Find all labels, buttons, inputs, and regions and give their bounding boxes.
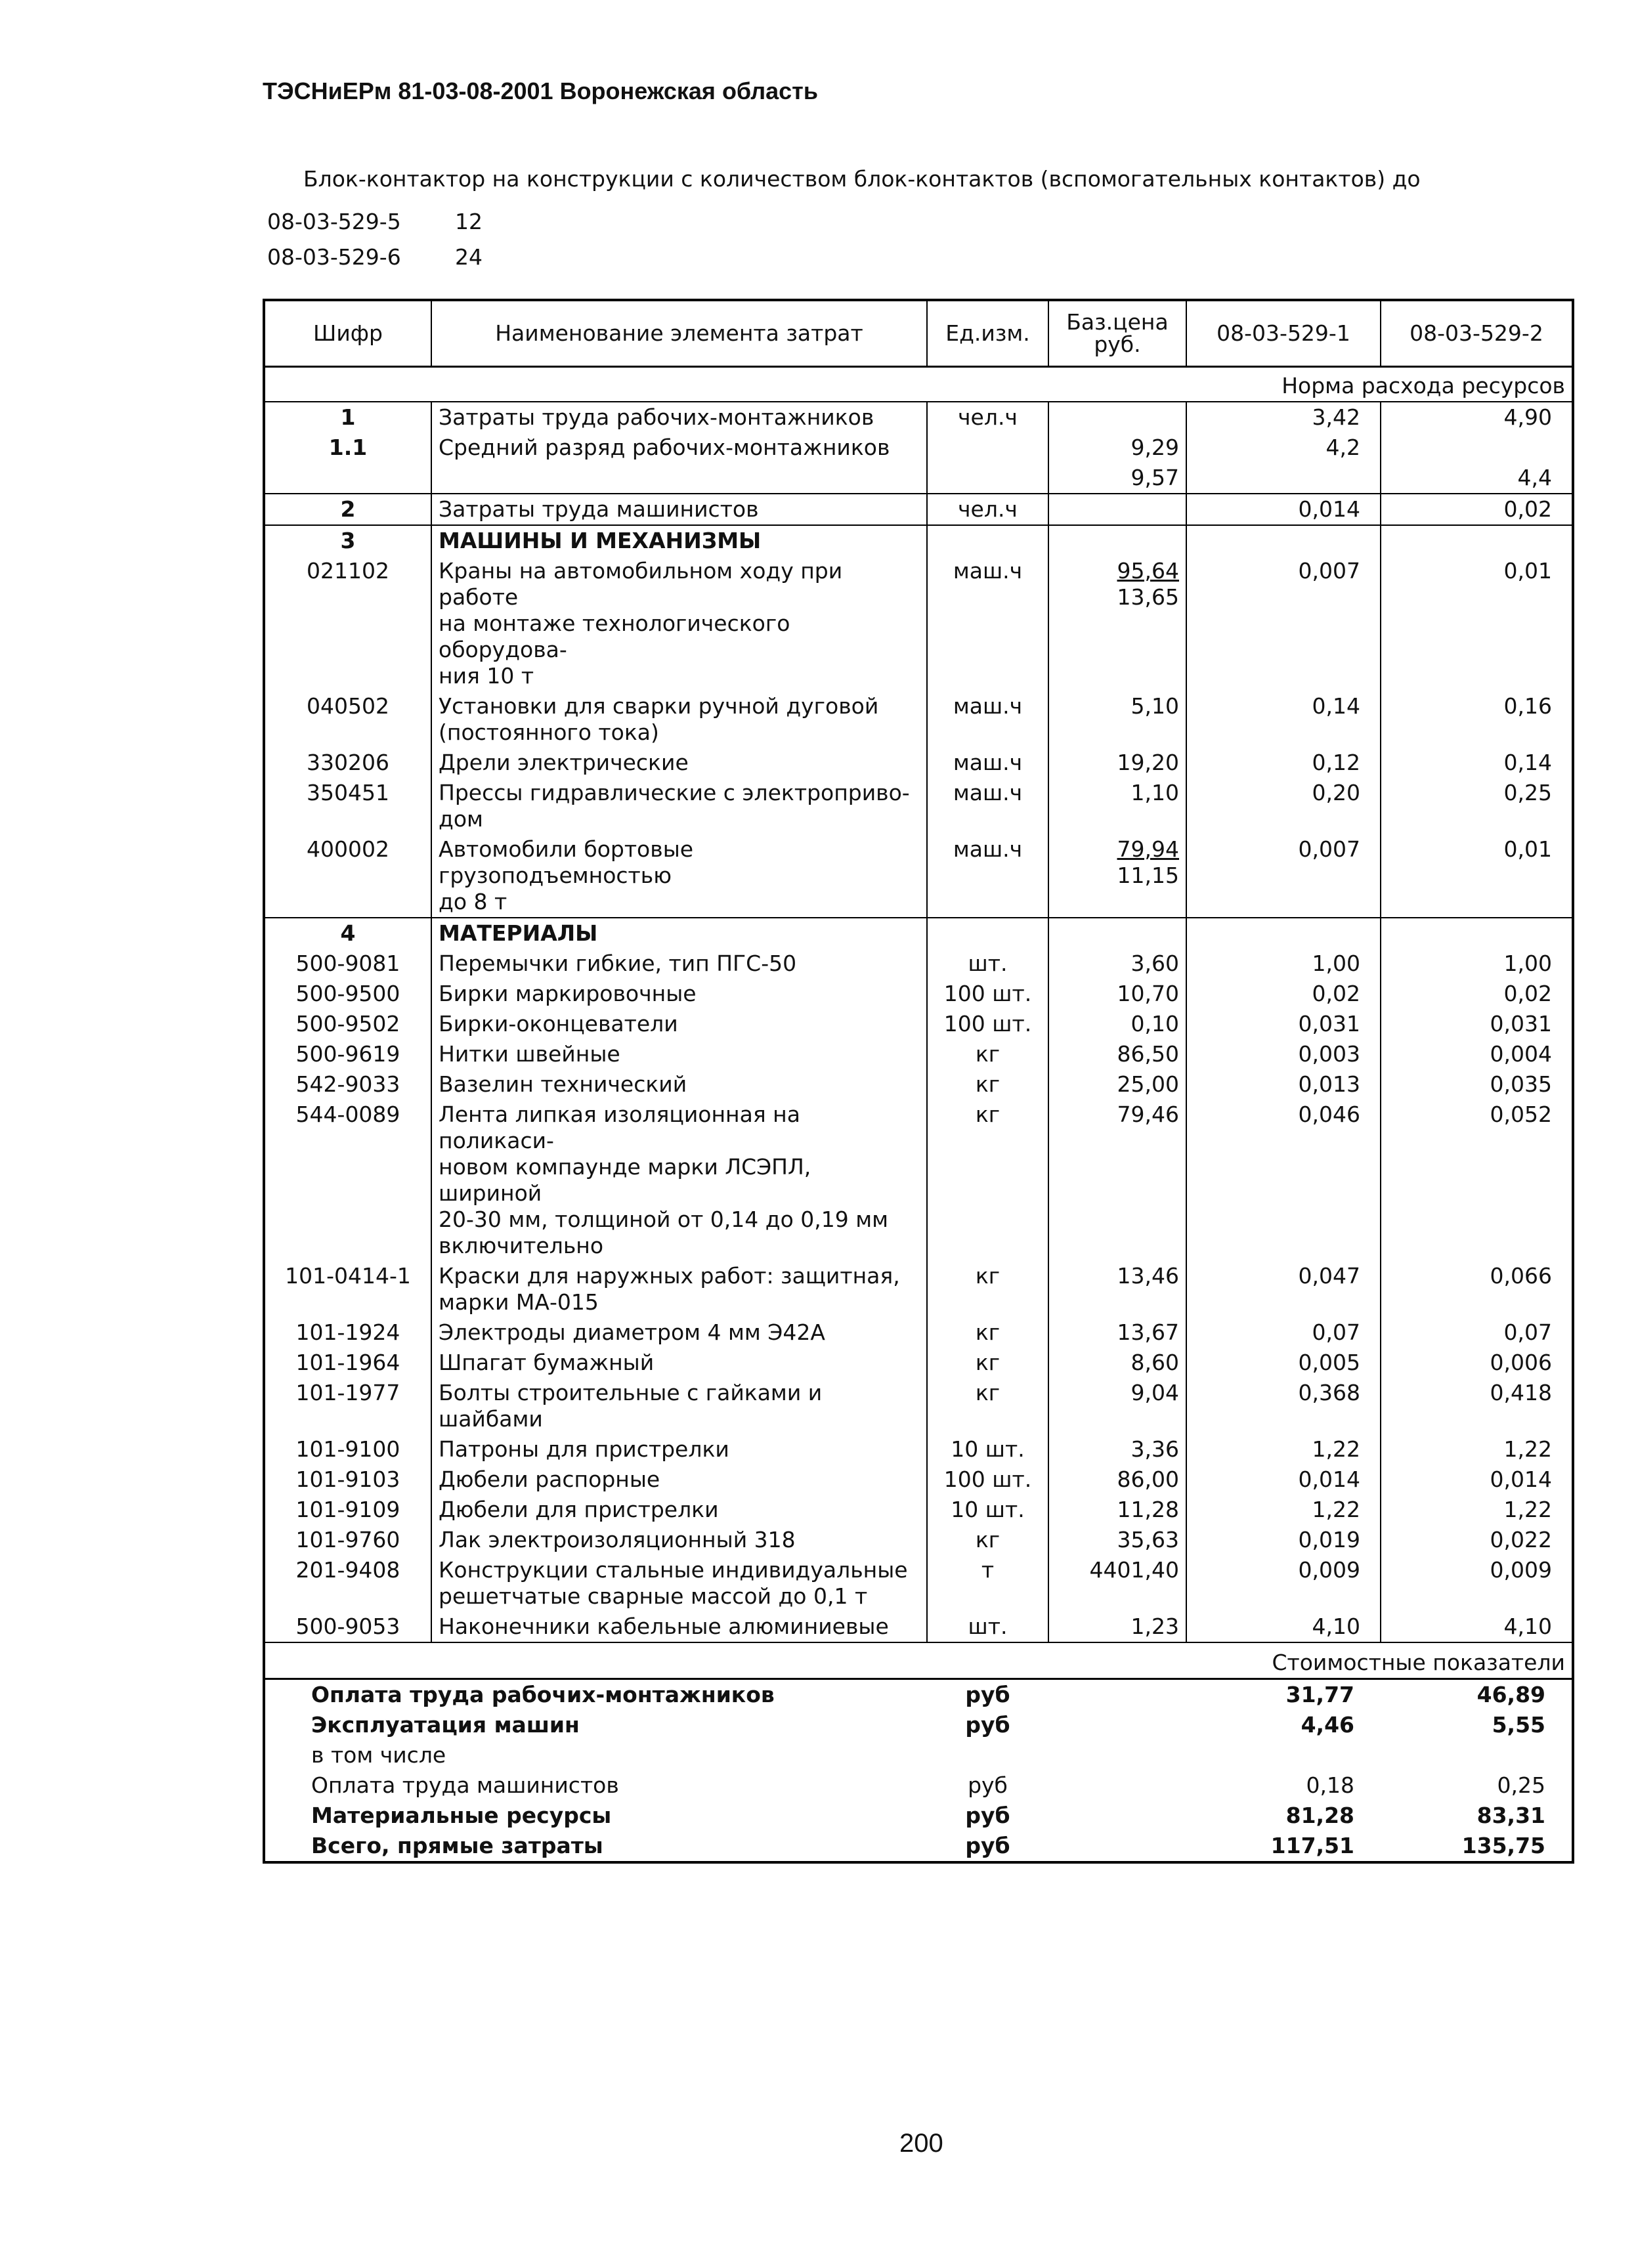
- row-name: [431, 1525, 927, 1555]
- cost-unit: руб: [968, 1772, 1008, 1798]
- row-name-line: до 8 т: [439, 889, 507, 914]
- row-code: 350451: [307, 780, 389, 805]
- row-price: 10,70: [1048, 979, 1186, 1009]
- row-price-value: 95,64: [1117, 558, 1179, 584]
- resource-table: [263, 299, 1574, 1864]
- row-value-col1: 0,005: [1186, 1348, 1381, 1378]
- section-intro: Блок-контактор на конструкции с количеством блок-контактов (вспомогательных контактов) до: [303, 166, 1421, 192]
- cost-value-col2: 46,89: [1476, 1682, 1545, 1707]
- row-name: [431, 834, 927, 918]
- header-col2: 08-03-529-2: [1381, 300, 1573, 367]
- cost-value-col1: 4,46: [1301, 1712, 1354, 1738]
- row-unit: т: [927, 1555, 1048, 1612]
- row-price: 4401,40: [1048, 1555, 1186, 1612]
- row-value-col2: 1,22: [1381, 1495, 1573, 1525]
- row-name-line: Дюбели для пристрелки: [439, 1497, 719, 1522]
- row-name-line: Лента липкая изоляционная на поликаси-: [439, 1102, 800, 1153]
- cost-label: Оплата труда рабочих-монтажников: [311, 1682, 775, 1707]
- row-value-col2: 0,031: [1381, 1009, 1573, 1039]
- row-name-line: на монтаже технологического оборудова-: [439, 610, 790, 662]
- cost-unit: руб: [965, 1712, 1010, 1738]
- row-name: [431, 1348, 927, 1378]
- row-value-col1: 3,42: [1186, 402, 1381, 433]
- row-value-col2: 4,90: [1381, 402, 1573, 433]
- row-value-col2: 0,022: [1381, 1525, 1573, 1555]
- row-price: 35,63: [1048, 1525, 1186, 1555]
- row-value-col1: 0,013: [1186, 1069, 1381, 1100]
- empty-cell: [1048, 1801, 1186, 1831]
- empty-cell: [1381, 525, 1573, 556]
- cost-row: [264, 1710, 1573, 1740]
- row-name-line: марки МА-015: [439, 1289, 599, 1315]
- cost-value-col1: [1186, 1740, 1381, 1770]
- row-name-line: Бирки-оконцеватели: [439, 1011, 678, 1037]
- row-unit: [927, 463, 1048, 494]
- row-value-col2: 4,10: [1381, 1612, 1573, 1642]
- empty-cell: [1048, 1770, 1186, 1801]
- row-value-col2: 0,01: [1381, 834, 1573, 918]
- row-value-col2: 0,02: [1381, 494, 1573, 525]
- row-price: 9,04: [1048, 1378, 1186, 1434]
- cost-value-col1: 117,51: [1270, 1833, 1354, 1858]
- section-row: [264, 918, 1573, 949]
- cost-value-col1: 0,18: [1306, 1772, 1354, 1798]
- row-value-col2: 0,25: [1381, 778, 1573, 834]
- table-header-row: [264, 300, 1573, 367]
- variant-code: 08-03-529-5: [267, 209, 401, 234]
- row-name: [431, 1039, 927, 1069]
- row-value-col2: 1,00: [1381, 949, 1573, 979]
- table-row: [264, 778, 1573, 834]
- table-row: [264, 949, 1573, 979]
- header-name: Наименование элемента затрат: [431, 300, 927, 367]
- row-unit: чел.ч: [927, 402, 1048, 433]
- header-price-line1: Баз.цена: [1066, 309, 1169, 335]
- row-value-col1: 0,12: [1186, 748, 1381, 778]
- cost-value-col2: [1381, 1740, 1573, 1770]
- cost-label: Всего, прямые затраты: [311, 1833, 603, 1858]
- row-name-line: 20-30 мм, толщиной от 0,14 до 0,19 мм: [439, 1207, 889, 1232]
- empty-cell: [927, 525, 1048, 556]
- row-name-line: включительно: [439, 1233, 604, 1258]
- row-price: 0,10: [1048, 1009, 1186, 1039]
- row-name: [431, 1009, 927, 1039]
- empty-cell: [1186, 918, 1381, 949]
- row-name-line: Бирки маркировочные: [439, 981, 697, 1006]
- row-name-line: Конструкции стальные индивидуальные: [439, 1557, 908, 1583]
- row-name-line: (постоянного тока): [439, 719, 659, 745]
- row-price: 25,00: [1048, 1069, 1186, 1100]
- row-value-col1: 0,047: [1186, 1261, 1381, 1317]
- row-name-line: Краски для наружных работ: защитная,: [439, 1263, 900, 1289]
- table-row: [264, 556, 1573, 691]
- row-value-col1: 0,014: [1186, 1465, 1381, 1495]
- row-code: 500-9053: [295, 1614, 400, 1639]
- row-name: Средний разряд рабочих-монтажников: [431, 433, 927, 463]
- row-value-col2: 0,01: [1381, 556, 1573, 691]
- row-price: [1048, 494, 1186, 525]
- row-price: 13,46: [1048, 1261, 1186, 1317]
- row-value-col2: 0,02: [1381, 979, 1573, 1009]
- cost-unit: руб: [965, 1803, 1010, 1828]
- row-value-col1: 0,07: [1186, 1317, 1381, 1348]
- row-name: [431, 1465, 927, 1495]
- row-value-col1: 0,019: [1186, 1525, 1381, 1555]
- cost-row: [264, 1740, 1573, 1770]
- cost-title-row: [264, 1642, 1573, 1679]
- row-name: [431, 778, 927, 834]
- row-name-line: Перемычки гибкие, тип ПГС-50: [439, 951, 797, 976]
- table-row: [264, 1378, 1573, 1434]
- row-price: 86,50: [1048, 1039, 1186, 1069]
- table-row: [264, 1612, 1573, 1642]
- section-code: 3: [264, 525, 431, 556]
- row-name-line: Наконечники кабельные алюминиевые: [439, 1614, 889, 1639]
- variant-line: [267, 209, 483, 234]
- row-value-col2: 4,4: [1381, 463, 1573, 494]
- header-col1: 08-03-529-1: [1186, 300, 1381, 367]
- row-code: 101-0414-1: [285, 1263, 411, 1289]
- table-row: [264, 1100, 1573, 1261]
- row-price: [1048, 834, 1186, 918]
- row-unit: маш.ч: [927, 778, 1048, 834]
- variant-line: [267, 244, 483, 270]
- row-unit: кг: [927, 1348, 1048, 1378]
- row-name-line: решетчатые сварные массой до 0,1 т: [439, 1583, 868, 1609]
- row-unit: кг: [927, 1069, 1048, 1100]
- empty-cell: [1048, 1679, 1186, 1711]
- row-value-col1: 0,003: [1186, 1039, 1381, 1069]
- table-row: [264, 494, 1573, 525]
- row-unit: шт.: [927, 949, 1048, 979]
- row-code: 101-1977: [295, 1380, 400, 1405]
- row-code: 400002: [307, 836, 389, 862]
- cost-value-col1: 81,28: [1285, 1803, 1354, 1828]
- row-value-col1: 0,007: [1186, 556, 1381, 691]
- row-price: 8,60: [1048, 1348, 1186, 1378]
- row-unit: маш.ч: [927, 691, 1048, 748]
- row-value-col1: 0,014: [1186, 494, 1381, 525]
- table-row: [264, 1465, 1573, 1495]
- row-code: 542-9033: [295, 1071, 400, 1097]
- row-name: [431, 1434, 927, 1465]
- empty-cell: [1381, 918, 1573, 949]
- row-name: [431, 979, 927, 1009]
- row-name-line: Лак электроизоляционный 318: [439, 1527, 796, 1552]
- row-price: 86,00: [1048, 1465, 1186, 1495]
- row-name: Затраты труда машинистов: [431, 494, 927, 525]
- row-price: 79,46: [1048, 1100, 1186, 1261]
- row-price: 9,57: [1048, 463, 1186, 494]
- empty-cell: [1048, 1831, 1186, 1862]
- table-row: [264, 1348, 1573, 1378]
- row-code: 101-9760: [295, 1527, 400, 1552]
- row-price: 5,10: [1048, 691, 1186, 748]
- row-name: [431, 1317, 927, 1348]
- row-name-line: Нитки швейные: [439, 1041, 620, 1067]
- row-unit: маш.ч: [927, 748, 1048, 778]
- cost-label: в том числе: [311, 1742, 446, 1768]
- row-value-col1: 0,046: [1186, 1100, 1381, 1261]
- row-value-col1: 0,20: [1186, 778, 1381, 834]
- row-name-line: Дрели электрические: [439, 750, 689, 775]
- row-name-line: Прессы гидравлические с электроприво-: [439, 780, 910, 805]
- row-code: 500-9619: [295, 1041, 400, 1067]
- section-row: [264, 525, 1573, 556]
- row-name-line: Краны на автомобильном ходу при работе: [439, 558, 843, 610]
- row-name: [431, 1555, 927, 1612]
- row-name: [431, 556, 927, 691]
- row-unit: кг: [927, 1378, 1048, 1434]
- row-unit: маш.ч: [927, 834, 1048, 918]
- row-value-col1: 0,02: [1186, 979, 1381, 1009]
- cost-value-col2: 0,25: [1497, 1772, 1545, 1798]
- row-price: 3,60: [1048, 949, 1186, 979]
- row-code: 021102: [307, 558, 389, 584]
- empty-cell: [1048, 918, 1186, 949]
- table-row: [264, 1495, 1573, 1525]
- table-row: [264, 1525, 1573, 1555]
- row-name-line: Патроны для пристрелки: [439, 1436, 729, 1462]
- table-row: [264, 1039, 1573, 1069]
- row-value-col2: 0,004: [1381, 1039, 1573, 1069]
- row-unit: [927, 433, 1048, 463]
- cost-value-col2: 5,55: [1492, 1712, 1545, 1738]
- row-value-col2: [1381, 433, 1573, 463]
- cost-value-col2: 83,31: [1476, 1803, 1545, 1828]
- row-code: 101-9100: [295, 1436, 400, 1462]
- row-unit: 100 шт.: [927, 1465, 1048, 1495]
- row-unit: кг: [927, 1525, 1048, 1555]
- header-unit: Ед.изм.: [927, 300, 1048, 367]
- cost-unit: руб: [965, 1833, 1010, 1858]
- row-price-value-2: 11,15: [1117, 863, 1179, 888]
- row-code: 2: [264, 494, 431, 525]
- row-unit: чел.ч: [927, 494, 1048, 525]
- table-row: [264, 1069, 1573, 1100]
- row-price-value: 79,94: [1117, 836, 1179, 862]
- section-title: МАШИНЫ И МЕХАНИЗМЫ: [431, 525, 927, 556]
- row-name: [431, 1100, 927, 1261]
- table-row: [264, 1009, 1573, 1039]
- header-price-line2: руб.: [1094, 332, 1141, 357]
- row-unit: шт.: [927, 1612, 1048, 1642]
- row-name: [431, 1612, 927, 1642]
- row-name: [431, 1261, 927, 1317]
- cost-value-col2: 135,75: [1461, 1833, 1545, 1858]
- row-code: 101-9103: [295, 1466, 400, 1492]
- row-code: 500-9502: [295, 1011, 400, 1037]
- row-price: [1048, 556, 1186, 691]
- cost-label: Материальные ресурсы: [311, 1803, 612, 1828]
- header-price: [1048, 300, 1186, 367]
- row-name: Затраты труда рабочих-монтажников: [431, 402, 927, 433]
- variant-code: 08-03-529-6: [267, 244, 401, 270]
- row-name: [431, 949, 927, 979]
- cost-unit: руб: [965, 1682, 1010, 1707]
- row-name: [431, 1495, 927, 1525]
- row-price-value-2: 13,65: [1117, 584, 1179, 610]
- row-price: 1,23: [1048, 1612, 1186, 1642]
- row-name-line: Болты строительные с гайками и шайбами: [439, 1380, 823, 1432]
- row-unit: 10 шт.: [927, 1495, 1048, 1525]
- row-value-col2: 0,07: [1381, 1317, 1573, 1348]
- row-price: 1,10: [1048, 778, 1186, 834]
- norm-title: Норма расхода ресурсов: [264, 367, 1573, 402]
- row-unit: кг: [927, 1039, 1048, 1069]
- document-header: ТЭСНиЕРм 81-03-08-2001 Воронежская область: [263, 77, 818, 104]
- cost-value-col1: 31,77: [1285, 1682, 1354, 1707]
- cost-row: [264, 1831, 1573, 1862]
- row-code: 101-9109: [295, 1497, 400, 1522]
- row-name: [431, 463, 927, 494]
- row-name: [431, 1378, 927, 1434]
- row-value-col2: 0,035: [1381, 1069, 1573, 1100]
- section-code: 4: [264, 918, 431, 949]
- row-code: 1.1: [328, 435, 368, 460]
- table-row: [264, 1434, 1573, 1465]
- cost-unit: [927, 1740, 1048, 1770]
- row-value-col2: 0,16: [1381, 691, 1573, 748]
- table-row: [264, 1261, 1573, 1317]
- row-code: 101-1964: [295, 1350, 400, 1375]
- cost-title: Стоимостные показатели: [264, 1642, 1573, 1679]
- row-price: 11,28: [1048, 1495, 1186, 1525]
- empty-cell: [1048, 1710, 1186, 1740]
- row-code: 500-9500: [295, 981, 400, 1006]
- row-unit: кг: [927, 1100, 1048, 1261]
- row-unit: кг: [927, 1261, 1048, 1317]
- page-number: 200: [899, 2129, 943, 2158]
- table-row: [264, 1555, 1573, 1612]
- cost-label: Оплата труда машинистов: [311, 1772, 619, 1798]
- row-code: 330206: [307, 750, 389, 775]
- row-unit: 100 шт.: [927, 1009, 1048, 1039]
- row-code: 500-9081: [295, 951, 400, 976]
- variant-value: 12: [455, 209, 483, 234]
- empty-cell: [1048, 1740, 1186, 1770]
- row-name-line: дом: [439, 806, 483, 832]
- row-unit: 10 шт.: [927, 1434, 1048, 1465]
- row-unit: маш.ч: [927, 556, 1048, 691]
- cost-row: [264, 1801, 1573, 1831]
- row-value-col1: [1186, 463, 1381, 494]
- table-row: [264, 402, 1573, 433]
- table-row: [264, 1317, 1573, 1348]
- header-code: Шифр: [264, 300, 431, 367]
- row-value-col1: 1,22: [1186, 1495, 1381, 1525]
- row-price: 13,67: [1048, 1317, 1186, 1348]
- empty-cell: [1186, 525, 1381, 556]
- table-row: [264, 748, 1573, 778]
- section-title: МАТЕРИАЛЫ: [431, 918, 927, 949]
- row-value-col1: 0,368: [1186, 1378, 1381, 1434]
- row-value-col1: 1,00: [1186, 949, 1381, 979]
- row-value-col1: 0,007: [1186, 834, 1381, 918]
- table-row: [264, 834, 1573, 918]
- row-name-line: Дюбели распорные: [439, 1466, 660, 1492]
- row-name-line: Автомобили бортовые грузоподъемностью: [439, 836, 694, 888]
- row-value-col1: 1,22: [1186, 1434, 1381, 1465]
- row-name-line: Электроды диаметром 4 мм Э42А: [439, 1319, 825, 1345]
- row-name-line: ния 10 т: [439, 663, 534, 689]
- row-price: [1048, 402, 1186, 433]
- row-value-col2: 0,014: [1381, 1465, 1573, 1495]
- row-code: 1: [340, 404, 356, 430]
- row-code: 040502: [307, 693, 389, 719]
- cost-label: Эксплуатация машин: [311, 1712, 580, 1738]
- empty-cell: [1048, 525, 1186, 556]
- row-code: 544-0089: [295, 1102, 400, 1127]
- row-name: [431, 691, 927, 748]
- norm-title-row: [264, 367, 1573, 402]
- row-value-col1: 0,14: [1186, 691, 1381, 748]
- row-name: [431, 1069, 927, 1100]
- row-code: 201-9408: [295, 1557, 400, 1583]
- row-name-line: Шпагат бумажный: [439, 1350, 655, 1375]
- cost-row: [264, 1770, 1573, 1801]
- cost-row: [264, 1679, 1573, 1711]
- table-row: [264, 691, 1573, 748]
- row-value-col1: 4,2: [1186, 433, 1381, 463]
- table-row: [264, 433, 1573, 463]
- variant-value: 24: [455, 244, 483, 270]
- row-value-col2: 0,418: [1381, 1378, 1573, 1434]
- row-name: [431, 748, 927, 778]
- row-value-col1: 0,031: [1186, 1009, 1381, 1039]
- row-name-line: новом компаунде марки ЛСЭПЛ, шириной: [439, 1154, 811, 1206]
- row-name-line: Вазелин технический: [439, 1071, 687, 1097]
- row-unit: кг: [927, 1317, 1048, 1348]
- row-code: [264, 463, 431, 494]
- row-price: 9,29: [1048, 433, 1186, 463]
- row-value-col1: 0,009: [1186, 1555, 1381, 1612]
- row-unit: 100 шт.: [927, 979, 1048, 1009]
- row-code: 101-1924: [295, 1319, 400, 1345]
- row-price: 19,20: [1048, 748, 1186, 778]
- empty-cell: [927, 918, 1048, 949]
- row-value-col2: 0,052: [1381, 1100, 1573, 1261]
- row-value-col2: 0,14: [1381, 748, 1573, 778]
- row-price: 3,36: [1048, 1434, 1186, 1465]
- table-row: [264, 463, 1573, 494]
- row-value-col1: 4,10: [1186, 1612, 1381, 1642]
- row-value-col2: 1,22: [1381, 1434, 1573, 1465]
- table-row: [264, 979, 1573, 1009]
- row-value-col2: 0,066: [1381, 1261, 1573, 1317]
- row-value-col2: 0,009: [1381, 1555, 1573, 1612]
- row-value-col2: 0,006: [1381, 1348, 1573, 1378]
- row-name-line: Установки для сварки ручной дуговой: [439, 693, 879, 719]
